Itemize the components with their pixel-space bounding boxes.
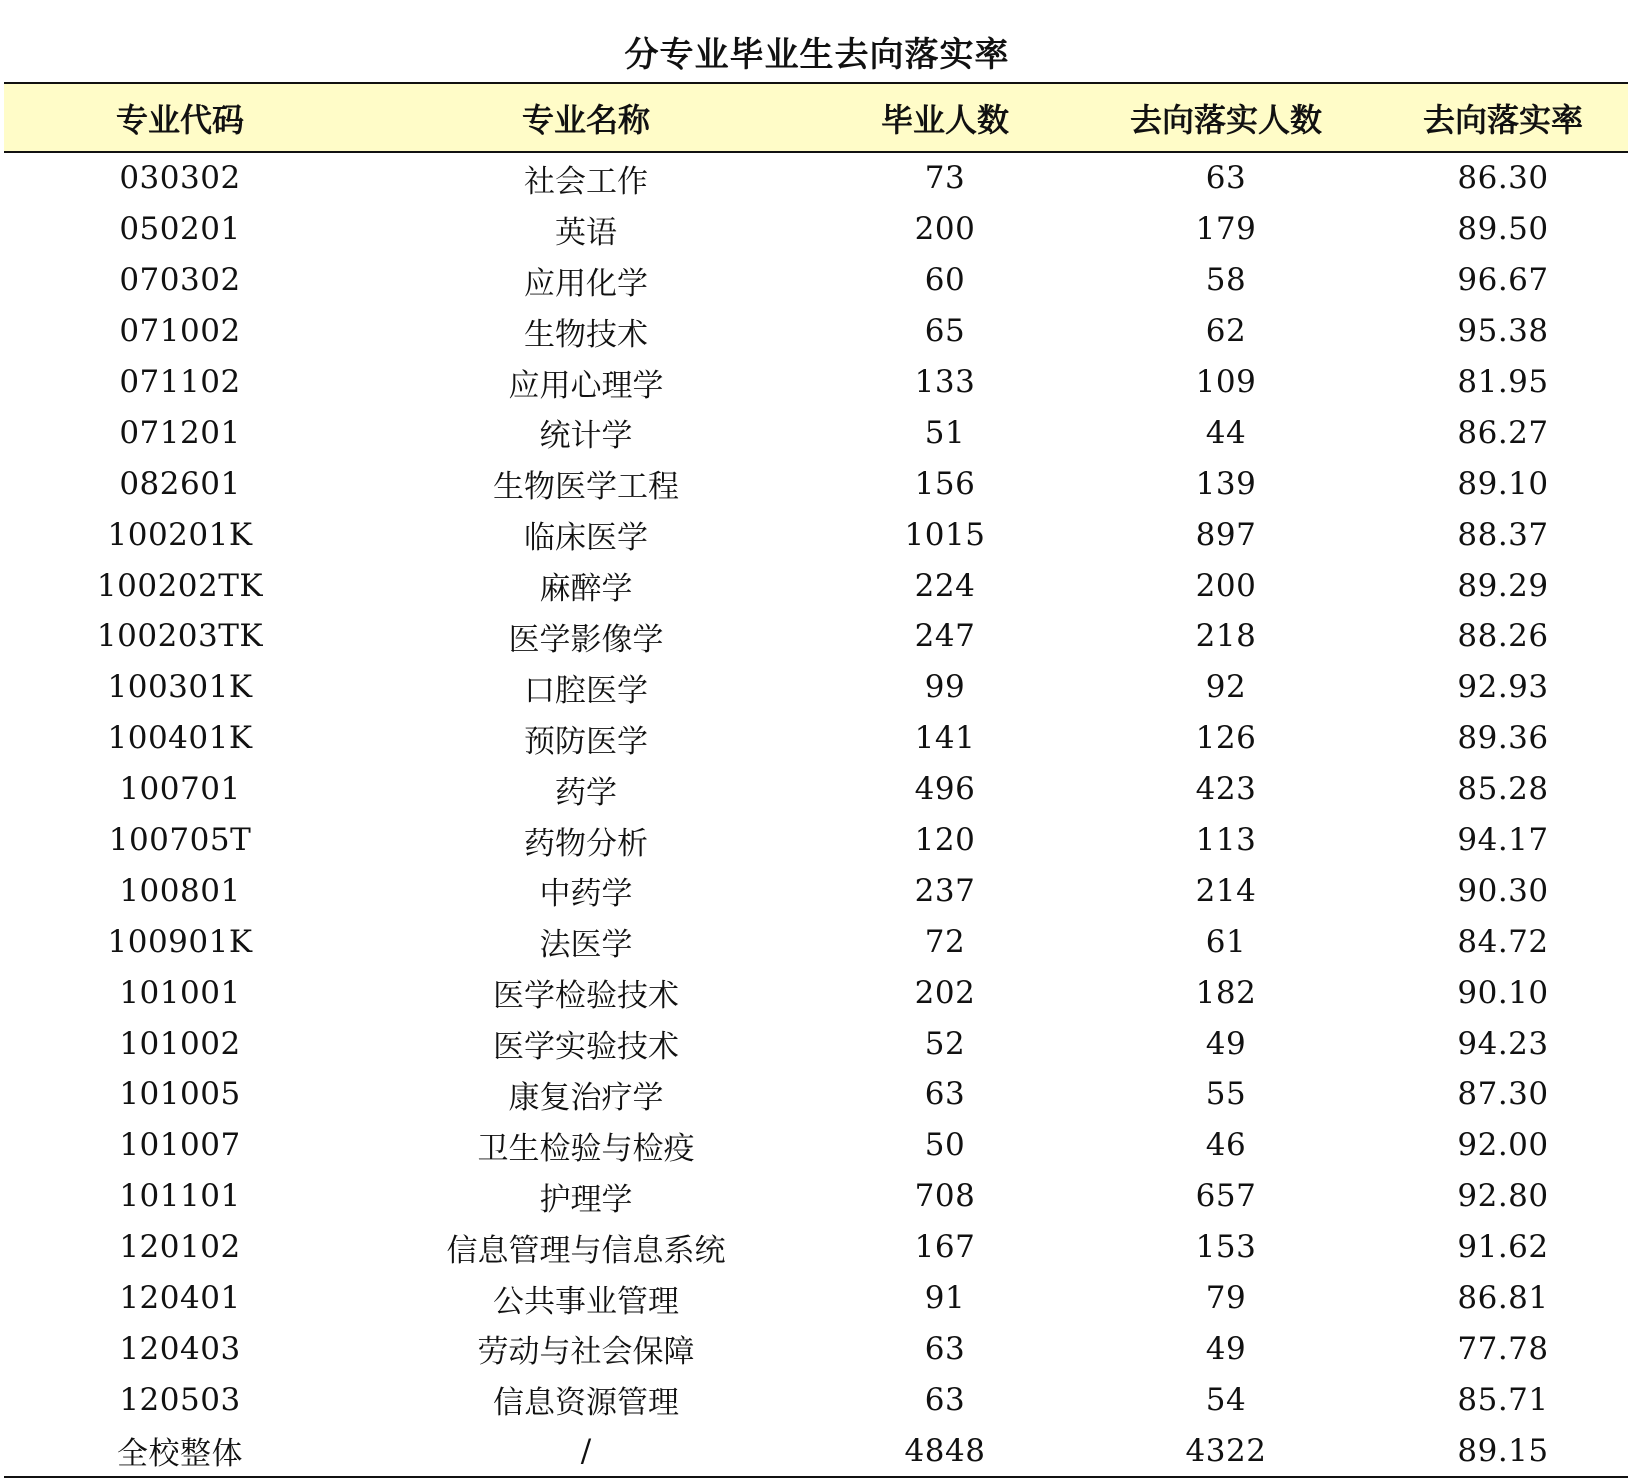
major-name-cell: 康复治疗学: [508, 1079, 664, 1116]
graduates-cell: 167: [914, 1229, 976, 1266]
placed-count-cell: 218: [1195, 618, 1257, 655]
table-row: [4, 1374, 1628, 1425]
placement-rate-cell: 95.38: [1457, 313, 1549, 350]
graduates-cell: 63: [924, 1076, 966, 1113]
graduates-cell: 60: [924, 262, 966, 299]
major-code-cell: 100202TK: [96, 567, 264, 604]
placed-count-cell: 200: [1195, 567, 1257, 604]
graduates-cell: 52: [924, 1025, 966, 1062]
major-code-cell: 101001: [119, 974, 241, 1011]
graduates-cell: 247: [914, 618, 976, 655]
placement-rate-cell: 87.30: [1457, 1076, 1549, 1113]
major-name-cell: 口腔医学: [524, 672, 648, 709]
placed-count-cell: 49: [1205, 1330, 1247, 1367]
placed-count-cell: 139: [1195, 465, 1257, 502]
major-code-cell: 071102: [119, 364, 241, 400]
major-name-cell: 药学: [555, 774, 617, 811]
placement-rate-cell: 89.29: [1457, 567, 1549, 604]
major-name-cell: 医学实验技术: [493, 1029, 679, 1066]
graduates-cell: 51: [924, 414, 966, 451]
table-row: [4, 458, 1628, 509]
major-name-cell: 护理学: [539, 1181, 633, 1218]
placement-rate-cell: 89.50: [1457, 211, 1549, 248]
placement-rate-cell: 94.23: [1457, 1025, 1549, 1062]
placement-rate-cell: 85.28: [1457, 771, 1549, 808]
table-row: [4, 1273, 1628, 1324]
table-row: [4, 916, 1628, 967]
graduates-cell: 72: [924, 923, 966, 960]
table-row: [4, 255, 1628, 306]
table-row: [4, 611, 1628, 662]
major-code-cell: 100301K: [107, 669, 253, 706]
major-name-cell: 劳动与社会保障: [477, 1334, 695, 1371]
graduates-cell: 202: [914, 974, 976, 1011]
placed-count-cell: 126: [1195, 720, 1257, 757]
major-code-cell: 101002: [119, 1025, 241, 1062]
major-code-cell: 120403: [119, 1330, 241, 1367]
table-row: [4, 865, 1628, 916]
placement-rate-cell: 89.15: [1378, 1425, 1628, 1477]
placed-count-cell: 61: [1205, 923, 1247, 960]
major-name-cell: 临床医学: [524, 520, 648, 557]
column-header-placement-rate: 去向落实率: [1378, 83, 1628, 152]
graduates-cell: 120: [914, 822, 976, 859]
table-row: [4, 357, 1628, 408]
major-name-cell: /: [356, 1425, 816, 1477]
placed-count-cell: 423: [1195, 771, 1257, 808]
graduates-cell: 156: [914, 465, 976, 502]
placement-rate-cell: 91.62: [1457, 1229, 1549, 1266]
placed-count-cell: 92: [1205, 669, 1247, 706]
table-row: [4, 713, 1628, 764]
placed-count-cell: 58: [1205, 262, 1247, 299]
table-row: [4, 662, 1628, 713]
placement-rate-cell: 88.37: [1457, 516, 1549, 553]
placed-count-cell: 55: [1205, 1076, 1247, 1113]
major-name-cell: 统计学: [539, 418, 633, 455]
major-code-cell: 101101: [119, 1178, 241, 1215]
major-name-cell: 医学影像学: [508, 621, 664, 658]
major-name-cell: 应用化学: [524, 265, 648, 302]
placed-count-cell: 153: [1195, 1229, 1257, 1266]
graduates-cell: 50: [924, 1127, 966, 1164]
placement-rate-cell: 94.17: [1457, 822, 1549, 859]
major-name-cell: 法医学: [539, 927, 633, 964]
graduates-cell: 91: [924, 1280, 966, 1317]
placed-count-cell: 63: [1205, 160, 1247, 197]
major-name-cell: 社会工作: [524, 163, 648, 200]
graduates-cell: 141: [914, 720, 976, 757]
graduates-cell: 224: [914, 567, 976, 604]
placed-count-cell: 46: [1205, 1127, 1247, 1164]
major-code-cell: 071201: [119, 414, 241, 451]
graduate-employment-table: [4, 82, 1628, 1478]
table-row: [4, 560, 1628, 611]
major-code-cell: 030302: [119, 160, 241, 197]
major-name-cell: 卫生检验与检疫: [477, 1130, 695, 1167]
major-name-cell: 信息管理与信息系统: [446, 1232, 726, 1269]
placement-rate-cell: 77.78: [1457, 1330, 1549, 1367]
graduates-cell: 708: [914, 1178, 976, 1215]
placed-count-cell: 54: [1205, 1381, 1247, 1418]
placement-rate-cell: 90.30: [1457, 872, 1549, 909]
placement-rate-cell: 96.67: [1457, 262, 1549, 299]
placed-count-cell: 49: [1205, 1025, 1247, 1062]
major-name-cell: 麻醉学: [539, 571, 633, 608]
placed-count-cell: 44: [1205, 414, 1247, 451]
placement-rate-cell: 88.26: [1457, 618, 1549, 655]
table-row: [4, 407, 1628, 458]
placed-count-cell: 182: [1195, 974, 1257, 1011]
table-row: [4, 509, 1628, 560]
major-code-cell: 070302: [119, 262, 241, 299]
placed-count-cell: 657: [1195, 1178, 1257, 1215]
major-name-cell: 公共事业管理: [493, 1283, 679, 1320]
placed-count-cell: 897: [1195, 516, 1257, 553]
major-code-cell: 100801: [119, 872, 241, 909]
graduates-cell: 200: [914, 211, 976, 248]
table-row: [4, 1323, 1628, 1374]
major-code-cell: 100201K: [107, 516, 253, 553]
table-row: [4, 1222, 1628, 1273]
graduates-cell: 133: [914, 364, 976, 400]
placed-count-cell: 109: [1195, 364, 1257, 400]
placement-rate-cell: 84.72: [1457, 923, 1549, 960]
table-row: [4, 967, 1628, 1018]
graduates-cell: 99: [924, 669, 966, 706]
major-code-cell: 100901K: [107, 923, 253, 960]
graduates-cell: 63: [924, 1381, 966, 1418]
table-row: [4, 764, 1628, 815]
graduates-cell: 1015: [904, 516, 986, 553]
major-code-cell: 071002: [119, 313, 241, 350]
placement-rate-cell: 92.00: [1457, 1127, 1549, 1164]
placed-count-cell: 113: [1195, 822, 1257, 859]
placement-rate-cell: 86.30: [1457, 160, 1549, 197]
graduates-cell: 4848: [816, 1425, 1074, 1477]
placed-count-cell: 179: [1195, 211, 1257, 248]
table-row: [4, 204, 1628, 255]
placement-rate-cell: 89.10: [1457, 465, 1549, 502]
major-name-cell: 预防医学: [524, 723, 648, 760]
placed-count-cell: 4322: [1074, 1425, 1378, 1477]
table-row: [4, 306, 1628, 357]
column-header-graduates: 毕业人数: [816, 83, 1074, 152]
major-code-cell: 全校整体: [4, 1425, 356, 1477]
major-name-cell: 英语: [555, 214, 617, 251]
major-code-cell: 050201: [119, 211, 241, 248]
major-name-cell: 生物医学工程: [493, 469, 679, 506]
placement-rate-cell: 81.95: [1457, 364, 1549, 400]
major-code-cell: 101005: [119, 1076, 241, 1113]
table-row: [4, 1018, 1628, 1069]
major-name-cell: 应用心理学: [508, 367, 664, 404]
placement-rate-cell: 85.71: [1457, 1381, 1549, 1418]
column-header-placed-count: 去向落实人数: [1074, 83, 1378, 152]
major-name-cell: 医学检验技术: [493, 978, 679, 1015]
column-header-major-name: 专业名称: [356, 83, 816, 152]
graduates-cell: 237: [914, 872, 976, 909]
table-row: [4, 152, 1628, 204]
major-code-cell: 120503: [119, 1381, 241, 1418]
header-row: [4, 83, 1628, 152]
placement-rate-cell: 86.27: [1457, 414, 1549, 451]
major-name-cell: 药物分析: [524, 825, 648, 862]
major-code-cell: 120102: [119, 1229, 241, 1266]
major-code-cell: 100203TK: [96, 618, 264, 655]
major-name-cell: 生物技术: [524, 316, 648, 353]
column-header-major-code: 专业代码: [4, 83, 356, 152]
table-row: [4, 1120, 1628, 1171]
table-title: 分专业毕业生去向落实率: [624, 35, 1010, 75]
major-code-cell: 100701: [119, 771, 241, 808]
major-code-cell: 082601: [119, 465, 241, 502]
graduates-cell: 63: [924, 1330, 966, 1367]
table-row: [4, 815, 1628, 866]
table-body: [4, 152, 1628, 1477]
graduates-cell: 65: [924, 313, 966, 350]
major-name-cell: 信息资源管理: [493, 1385, 679, 1422]
placed-count-cell: 214: [1195, 872, 1257, 909]
table-row: [4, 1069, 1628, 1120]
graduates-cell: 496: [914, 771, 976, 808]
total-row: [4, 1425, 1628, 1477]
major-code-cell: 101007: [119, 1127, 241, 1164]
major-code-cell: 100401K: [107, 720, 253, 757]
table-row: [4, 1171, 1628, 1222]
placement-rate-cell: 90.10: [1457, 974, 1549, 1011]
placement-rate-cell: 92.93: [1457, 669, 1549, 706]
major-code-cell: 120401: [119, 1280, 241, 1317]
major-name-cell: 中药学: [539, 876, 633, 913]
placement-rate-cell: 92.80: [1457, 1178, 1549, 1215]
placement-rate-cell: 86.81: [1457, 1280, 1549, 1317]
placement-rate-cell: 89.36: [1457, 720, 1549, 757]
placed-count-cell: 62: [1205, 313, 1247, 350]
placed-count-cell: 79: [1205, 1280, 1247, 1317]
graduates-cell: 73: [924, 160, 966, 197]
major-code-cell: 100705T: [108, 822, 252, 859]
